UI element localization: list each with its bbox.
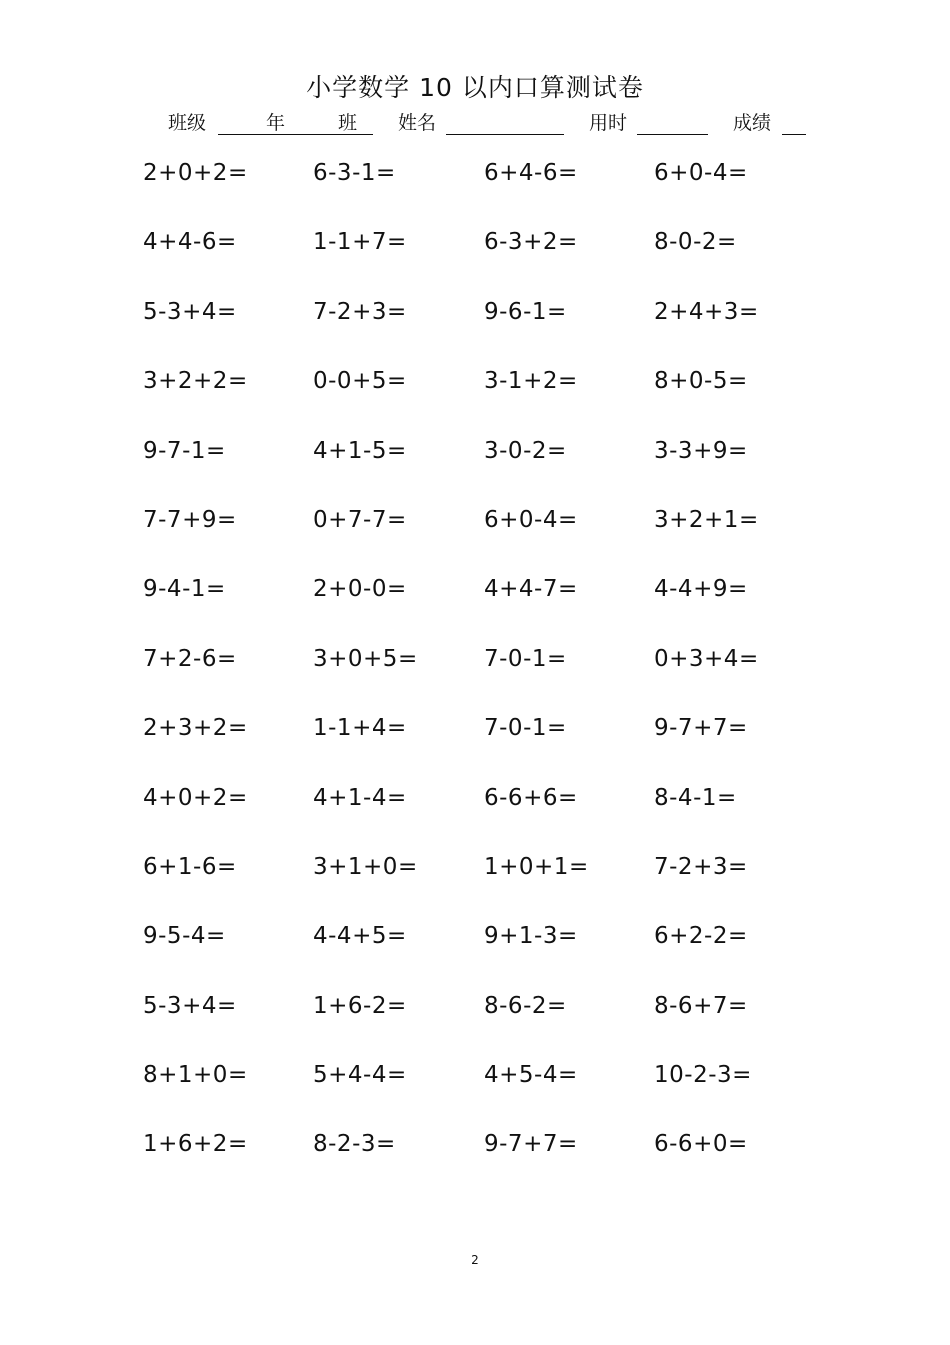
time-blank[interactable] bbox=[637, 134, 708, 135]
problem-row bbox=[0, 418, 950, 487]
problem: 3+1+0= bbox=[313, 853, 418, 880]
problem-row bbox=[0, 1042, 950, 1111]
problem: 8-2-3= bbox=[313, 1131, 396, 1158]
problem-row bbox=[0, 834, 950, 903]
problem: 8-0-2= bbox=[654, 229, 737, 256]
problem: 4+4-7= bbox=[484, 576, 578, 603]
problem: 2+0+2= bbox=[143, 160, 248, 186]
problem: 6-6+0= bbox=[654, 1131, 748, 1158]
problem: 6+0-4= bbox=[654, 160, 748, 186]
problem: 0+3+4= bbox=[654, 645, 759, 672]
class-unit: 班 bbox=[338, 112, 358, 134]
score-blank[interactable] bbox=[782, 134, 806, 135]
problem: 1+6-2= bbox=[313, 992, 407, 1019]
problem: 4-4+5= bbox=[313, 923, 407, 950]
problem: 5+4-4= bbox=[313, 1062, 407, 1089]
problem: 1-1+4= bbox=[313, 715, 407, 742]
class-label: 班级 bbox=[168, 112, 207, 134]
problem: 7-0-1= bbox=[484, 645, 567, 672]
problem: 8-4-1= bbox=[654, 784, 737, 811]
problem-row bbox=[0, 626, 950, 695]
problem: 7+2-6= bbox=[143, 645, 237, 672]
problem: 9-7+7= bbox=[654, 715, 748, 742]
page-number: 2 bbox=[471, 1253, 479, 1267]
problem: 6-3+2= bbox=[484, 229, 578, 256]
problem: 8-6-2= bbox=[484, 992, 567, 1019]
problem: 1+6+2= bbox=[143, 1131, 248, 1158]
problem: 3-1+2= bbox=[484, 368, 578, 395]
problem: 6+0-4= bbox=[484, 506, 578, 533]
problem: 7-2+3= bbox=[313, 298, 407, 325]
problem: 0+7-7= bbox=[313, 506, 407, 533]
problem: 6-6+6= bbox=[484, 784, 578, 811]
problem: 9-5-4= bbox=[143, 923, 226, 950]
problem: 3-0-2= bbox=[484, 437, 567, 464]
problem: 9-6-1= bbox=[484, 298, 567, 325]
problem: 9-4-1= bbox=[143, 576, 226, 603]
problem-row bbox=[0, 1111, 950, 1180]
problem: 3+2+2= bbox=[143, 368, 248, 395]
problem: 9-7+7= bbox=[484, 1131, 578, 1158]
problem-row bbox=[0, 903, 950, 972]
problem-row bbox=[0, 695, 950, 764]
problem-row bbox=[0, 348, 950, 417]
problem: 3+0+5= bbox=[313, 645, 418, 672]
problem: 2+4+3= bbox=[654, 298, 759, 325]
worksheet-title: 小学数学 10 以内口算测试卷 bbox=[306, 73, 644, 102]
problem: 4-4+9= bbox=[654, 576, 748, 603]
time-label: 用时 bbox=[589, 112, 628, 134]
problem: 7-0-1= bbox=[484, 715, 567, 742]
problem: 8+1+0= bbox=[143, 1062, 248, 1089]
problem: 8+0-5= bbox=[654, 368, 748, 395]
problem-row bbox=[0, 209, 950, 278]
problem: 6+1-6= bbox=[143, 853, 237, 880]
problem-row bbox=[0, 973, 950, 1042]
problem: 7-7+9= bbox=[143, 506, 237, 533]
problem: 4+4-6= bbox=[143, 229, 237, 256]
problem: 2+0-0= bbox=[313, 576, 407, 603]
problem: 0-0+5= bbox=[313, 368, 407, 395]
problem: 7-2+3= bbox=[654, 853, 748, 880]
problem: 6-3-1= bbox=[313, 160, 396, 186]
problem-row bbox=[0, 556, 950, 625]
problem: 1+0+1= bbox=[484, 853, 589, 880]
name-blank[interactable] bbox=[446, 134, 564, 135]
problem: 4+0+2= bbox=[143, 784, 248, 811]
problem: 3-3+9= bbox=[654, 437, 748, 464]
problem: 2+3+2= bbox=[143, 715, 248, 742]
problem: 9-7-1= bbox=[143, 437, 226, 464]
problem: 4+5-4= bbox=[484, 1062, 578, 1089]
problem-row bbox=[0, 765, 950, 834]
problem-row bbox=[0, 279, 950, 348]
problem: 6+4-6= bbox=[484, 160, 578, 186]
problem: 5-3+4= bbox=[143, 298, 237, 325]
problem: 4+1-4= bbox=[313, 784, 407, 811]
problem-row bbox=[0, 487, 950, 556]
problem: 5-3+4= bbox=[143, 992, 237, 1019]
problem: 6+2-2= bbox=[654, 923, 748, 950]
problem-grid bbox=[0, 140, 950, 1181]
problem: 4+1-5= bbox=[313, 437, 407, 464]
name-label: 姓名 bbox=[398, 112, 437, 134]
problem: 1-1+7= bbox=[313, 229, 407, 256]
problem: 9+1-3= bbox=[484, 923, 578, 950]
score-label: 成绩 bbox=[733, 112, 772, 134]
problem: 8-6+7= bbox=[654, 992, 748, 1019]
student-info-line bbox=[0, 108, 950, 138]
problem-row bbox=[0, 140, 950, 209]
problem: 10-2-3= bbox=[654, 1062, 752, 1089]
problem: 3+2+1= bbox=[654, 506, 759, 533]
grade-unit: 年 bbox=[266, 112, 286, 134]
